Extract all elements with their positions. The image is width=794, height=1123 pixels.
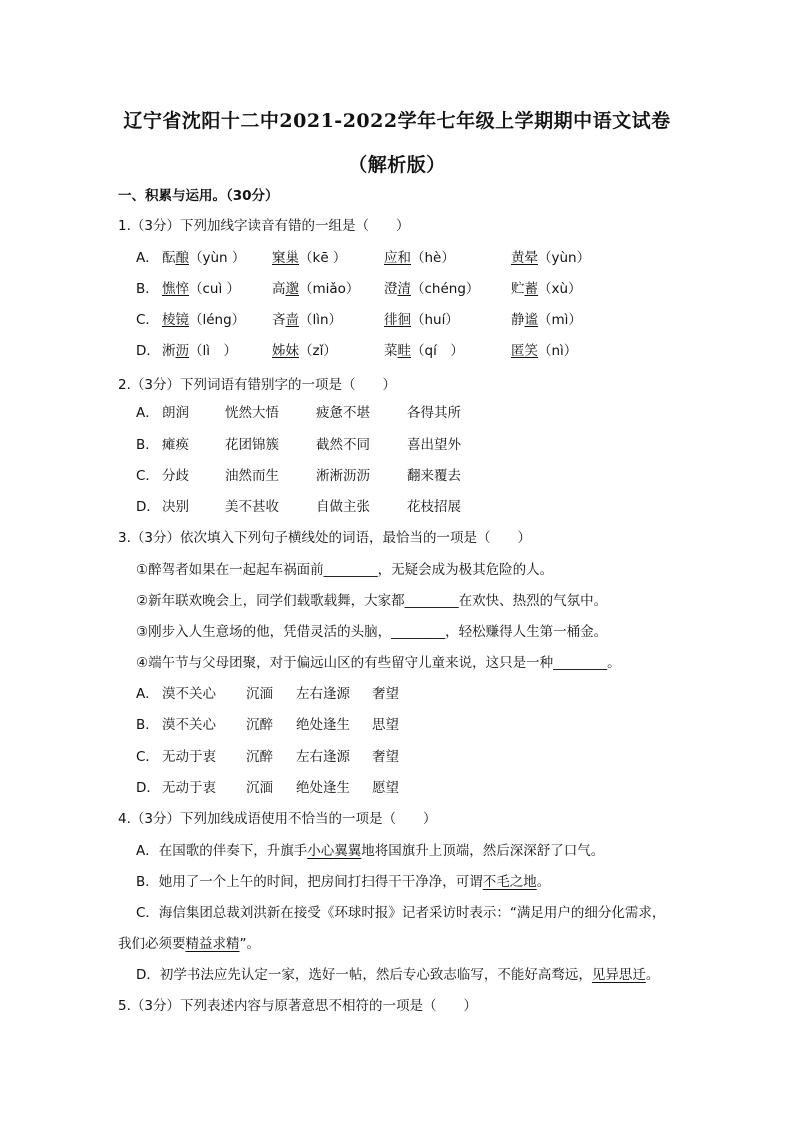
option-term: 花枝招展: [407, 499, 461, 515]
pinyin: （yùn）: [538, 250, 591, 266]
pinyin-item: [511, 341, 577, 361]
option-term: 各得其所: [407, 405, 461, 421]
plain-char: 酝: [162, 250, 176, 266]
pinyin: （zǐ）: [299, 343, 337, 359]
plain-char: 高: [272, 281, 286, 297]
marked-chars: 畦: [397, 343, 411, 359]
option-term: 恍然大悟: [225, 405, 279, 421]
pinyin: （mì）: [538, 312, 582, 328]
pinyin-item: [162, 341, 237, 361]
pinyin-item: [384, 248, 455, 268]
marked-chars: 姊妹: [272, 343, 299, 359]
pinyin: （miǎo）: [299, 281, 360, 297]
pinyin-item: [272, 341, 337, 361]
marked-chars: 清: [397, 281, 411, 297]
pinyin: （kē ）: [299, 250, 347, 266]
marked-chars: 徘徊: [384, 312, 411, 328]
pinyin-item: [272, 310, 342, 330]
option-term: 愿望: [372, 780, 399, 796]
option-term: 奢望: [372, 686, 399, 702]
option-label: B．: [136, 281, 159, 297]
pinyin-item: [384, 279, 479, 299]
pinyin-item: [162, 279, 240, 299]
question-3-sentence-1: ①醉驾者如果在一起起车祸面前________，无疑会成为极其危险的人。: [136, 562, 554, 578]
question-4-option-c-line-2: 我们必须要精益求精”。: [118, 936, 260, 952]
option-term: 沉湎: [246, 686, 273, 702]
question-3-stem: 3.（3分）依次填入下列句子横线处的词语，最恰当的一项是（ ）: [118, 530, 531, 546]
question-4-option-c-line-1: C．海信集团总裁刘洪新在接受《环球时报》记者采访时表示：“满足用户的细分化需求，: [136, 905, 666, 921]
question-3-sentence-3: ③刚步入人生意场的他，凭借灵活的头脑，________，轻松赚得人生第一桶金。: [136, 624, 608, 640]
question-4-option-b: B．她用了一个上午的时间，把房间打扫得干干净净，可谓不毛之地。: [136, 874, 551, 890]
pinyin: （hè）: [411, 250, 455, 266]
option-term: 喜出望外: [407, 437, 461, 453]
option-term: 沉湎: [246, 780, 273, 796]
marked-chars: 蓄: [524, 281, 538, 297]
option-term: 沉醉: [246, 717, 273, 733]
option-term: 疲惫不堪: [316, 405, 370, 421]
marked-chars: 憔悴: [162, 281, 189, 297]
question-2-stem: 2.（3分）下列词语有错别字的一项是（ ）: [118, 377, 396, 393]
option-label: D．: [136, 780, 160, 796]
question-4-option-d: D．初学书法应先认定一家，选好一帖，然后专心致志临写，不能好高骛远，见异思迁。: [136, 967, 660, 983]
option-term: 无动于衷: [162, 749, 216, 765]
plain-char: 静: [511, 312, 525, 328]
plain-char: 菜: [384, 343, 398, 359]
option-term: 美不甚收: [225, 499, 279, 515]
pinyin: （xù）: [538, 281, 582, 297]
option-term: 瘫痪: [162, 437, 189, 453]
pinyin-item: [384, 341, 464, 361]
marked-chars: 黄晕: [511, 250, 538, 266]
option-label: D．: [136, 343, 160, 359]
option-term: 截然不同: [316, 437, 370, 453]
option-term: 自做主张: [316, 499, 370, 515]
pinyin: （lì ）: [189, 343, 238, 359]
section-heading: 一、积累与运用。（30分）: [118, 188, 279, 204]
option-term: 漠不关心: [162, 686, 216, 702]
pinyin-item: [511, 248, 590, 268]
pinyin: （lìn）: [299, 312, 343, 328]
option-term: 左右逢源: [296, 749, 350, 765]
option-term: 沉醉: [246, 749, 273, 765]
option-term: 绝处逢生: [296, 717, 350, 733]
option-term: 分歧: [162, 468, 189, 484]
question-4-stem: 4.（3分）下列加线成语使用不恰当的一项是（ ）: [118, 811, 437, 827]
option-label: C．: [136, 468, 159, 484]
marked-chars: 啬: [285, 312, 299, 328]
option-label: B．: [136, 437, 159, 453]
option-term: 淅淅沥沥: [316, 468, 370, 484]
marked-chars: 酿: [175, 250, 189, 266]
question-1-stem: 1.（3分）下列加线字读音有错的一组是（ ）: [118, 218, 410, 234]
pinyin-item: [272, 248, 346, 268]
question-3-sentence-2: ②新年联欢晚会上，同学们载歌载舞，大家都________在欢快、热烈的气氛中。: [136, 593, 608, 609]
option-term: 翻来覆去: [407, 468, 461, 484]
option-label: D．: [136, 499, 160, 515]
pinyin: （léng）: [189, 312, 246, 328]
option-term: 思望: [372, 717, 399, 733]
pinyin-item: [384, 310, 459, 330]
option-term: 奢望: [372, 749, 399, 765]
pinyin-item: [511, 279, 582, 299]
question-3-sentence-4: ④端午节与父母团聚，对于偏远山区的有些留守儿童来说，这只是一种________。: [136, 655, 621, 671]
title-line-1: 辽宁省沈阳十二中2021-2022学年七年级上学期期中语文试卷: [123, 110, 671, 132]
plain-char: 淅: [162, 343, 176, 359]
marked-chars: 谧: [524, 312, 538, 328]
plain-char: 吝: [272, 312, 286, 328]
pinyin-item: [162, 310, 245, 330]
pinyin: （huí）: [411, 312, 459, 328]
option-label: B．: [136, 717, 159, 733]
option-label: A．: [136, 250, 159, 266]
pinyin-item: [162, 248, 245, 268]
question-5-stem: 5.（3分）下列表述内容与原著意思不相符的一项是（ ）: [118, 998, 477, 1014]
option-term: 花团锦簇: [225, 437, 279, 453]
title-line-2: （解析版）: [348, 154, 446, 176]
pinyin: （cuì ）: [189, 281, 241, 297]
marked-chars: 沥: [175, 343, 189, 359]
question-4-option-a: A．在国歌的伴奏下，升旗手小心翼翼地将国旗升上顶端，然后深深舒了口气。: [136, 843, 605, 859]
option-term: 朗润: [162, 405, 189, 421]
option-term: 决别: [162, 499, 189, 515]
plain-char: 贮: [511, 281, 525, 297]
marked-chars: 匿笑: [511, 343, 538, 359]
option-term: 绝处逢生: [296, 780, 350, 796]
pinyin: （yùn ）: [189, 250, 246, 266]
option-label: C．: [136, 749, 159, 765]
pinyin: （qí ）: [411, 343, 464, 359]
option-term: 无动于衷: [162, 780, 216, 796]
option-term: 漠不关心: [162, 717, 216, 733]
pinyin-item: [511, 310, 582, 330]
pinyin-item: [272, 279, 359, 299]
option-term: 油然而生: [225, 468, 279, 484]
marked-chars: 邈: [285, 281, 299, 297]
pinyin: （nì）: [538, 343, 578, 359]
option-label: A．: [136, 405, 159, 421]
marked-chars: 棱镜: [162, 312, 189, 328]
option-label: C．: [136, 312, 159, 328]
marked-chars: 应和: [384, 250, 411, 266]
option-label: A．: [136, 686, 159, 702]
pinyin: （chéng）: [411, 281, 480, 297]
plain-char: 澄: [384, 281, 398, 297]
option-term: 左右逢源: [296, 686, 350, 702]
marked-chars: 窠巢: [272, 250, 299, 266]
